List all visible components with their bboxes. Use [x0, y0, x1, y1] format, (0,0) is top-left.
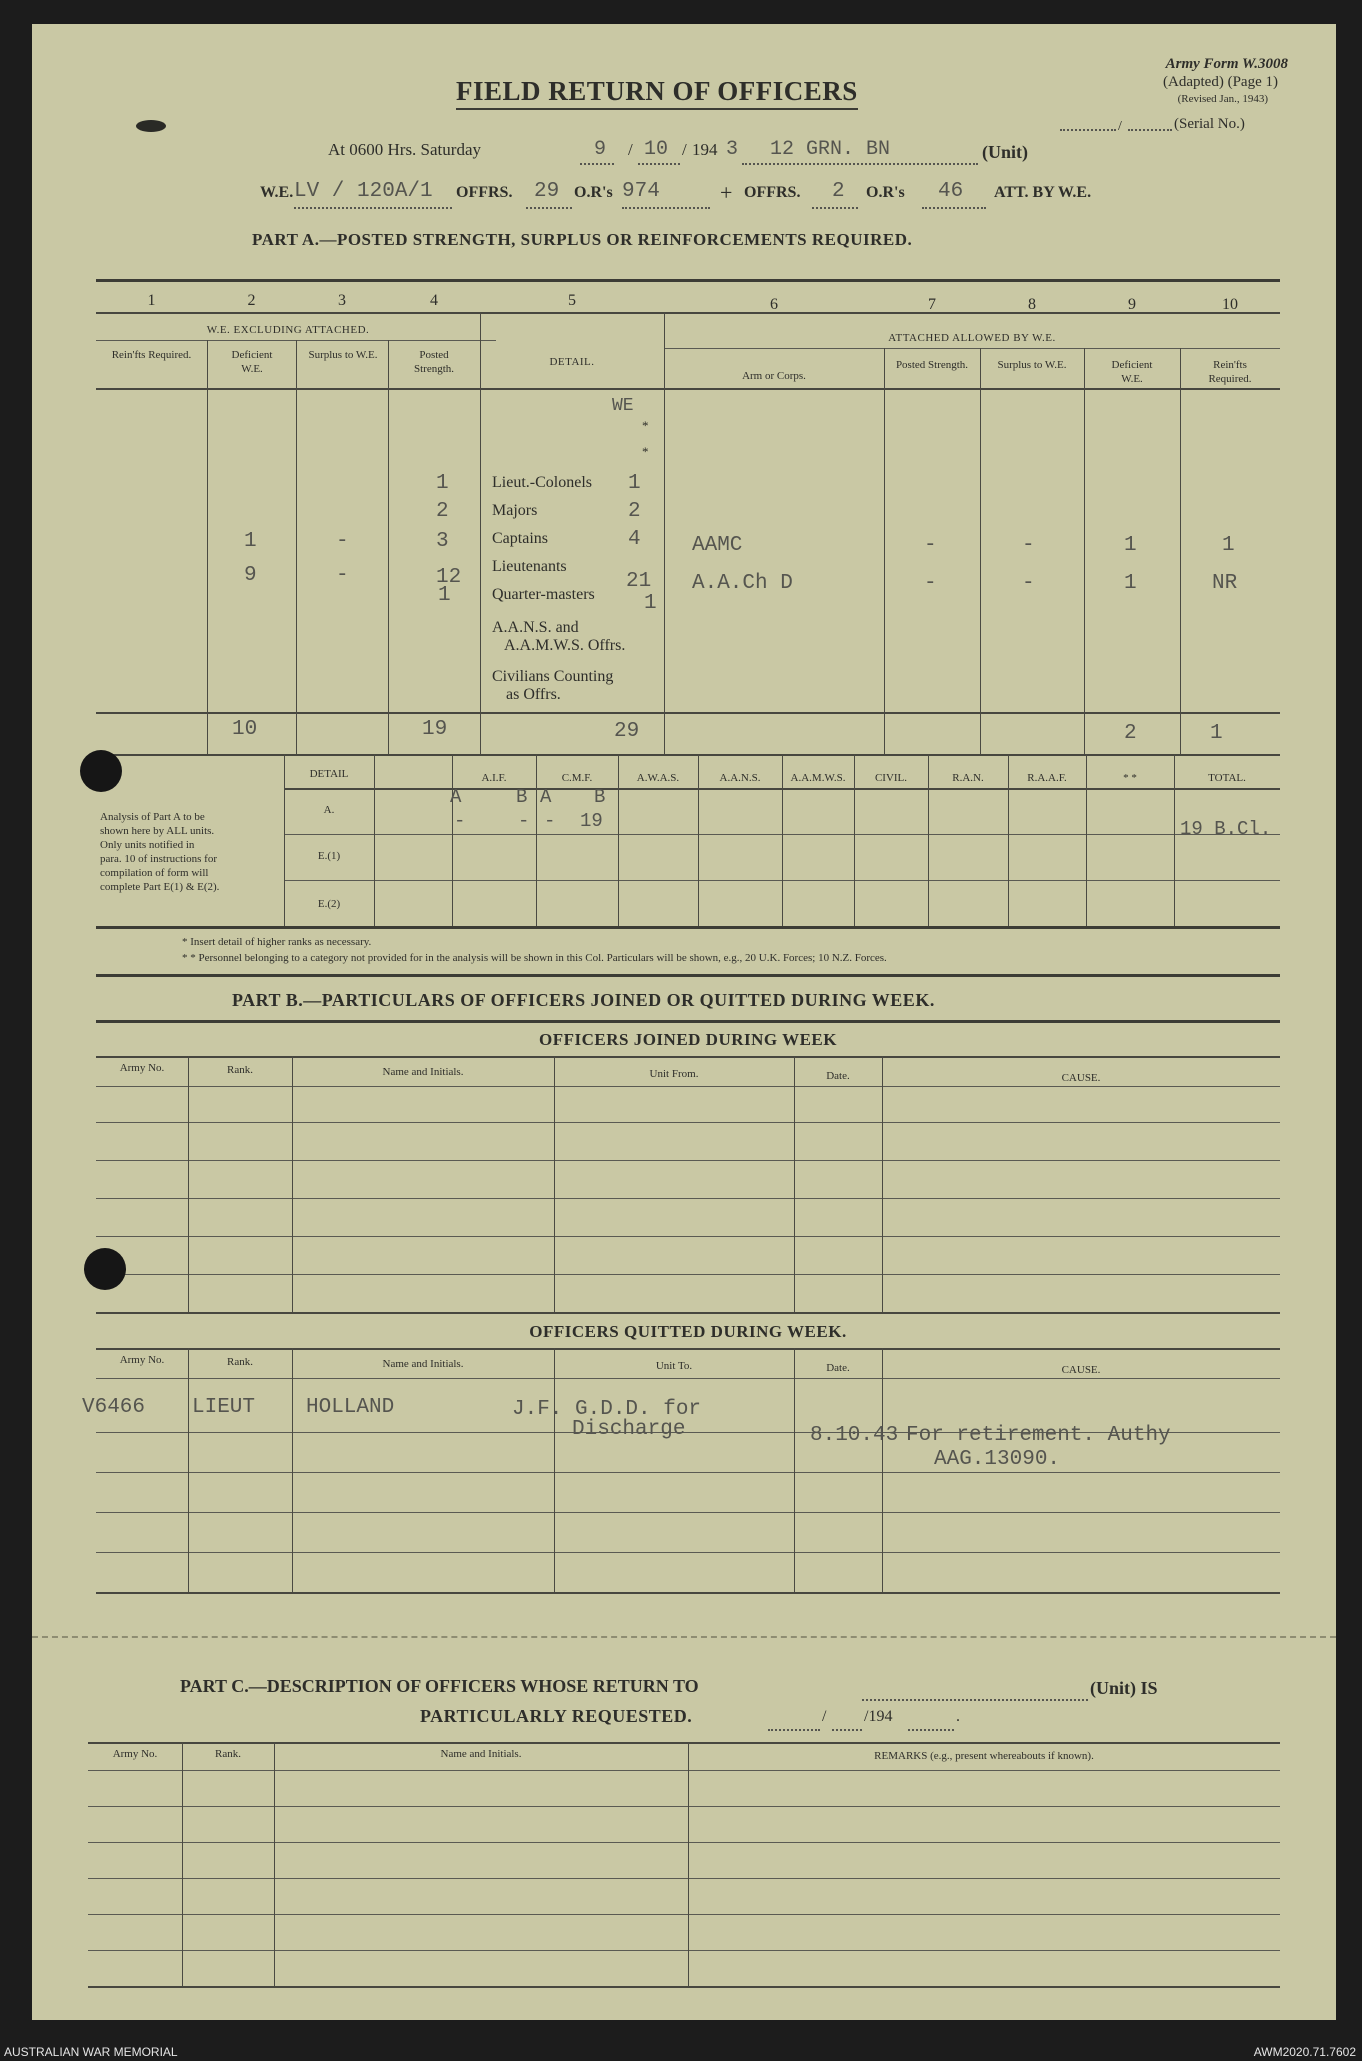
quitted-row-rule	[96, 1512, 1280, 1513]
we-label: W.E.	[260, 184, 294, 201]
we-mark: WE	[612, 396, 634, 416]
an-header: A.A.M.W.S.	[790, 772, 846, 784]
part-c-bottom-rule	[88, 1986, 1280, 1988]
star-mark: *	[642, 444, 649, 459]
an-row-label: E.(1)	[317, 850, 341, 862]
joined-header: Name and Initials.	[382, 1066, 464, 1078]
total-att-deficient: 2	[1124, 722, 1137, 745]
part-c-row-rule	[88, 1950, 1280, 1951]
header-arm-corps: Arm or Corps.	[742, 370, 806, 382]
group-right-heading: ATTACHED ALLOWED BY W.E.	[888, 332, 1056, 344]
quitted-row-rule	[96, 1552, 1280, 1553]
att-offrs-label: OFFRS.	[744, 184, 801, 201]
quitted-col-line	[188, 1348, 189, 1592]
col-number: 3	[338, 292, 346, 309]
att-reinf: 1	[1222, 534, 1235, 557]
att-offrs-dots	[812, 196, 858, 214]
month-dots	[638, 152, 680, 170]
deficient-number: 9	[244, 564, 257, 587]
cmf-b-label: B	[594, 786, 606, 808]
star-mark: *	[642, 418, 649, 433]
part-b-title-rule	[96, 1020, 1280, 1023]
joined-header: Unit From.	[649, 1068, 699, 1080]
header-att-deficient: Deficient W.E.	[1111, 359, 1153, 385]
analysis-bottom-rule	[96, 926, 1280, 929]
ors-label: O.R's	[574, 184, 613, 201]
joined-top-rule	[96, 1056, 1280, 1058]
col-number: 5	[568, 292, 576, 309]
serial-dots-1	[1060, 118, 1116, 136]
part-c-col-line	[688, 1742, 689, 1986]
we-value: LV / 120A/1	[294, 180, 433, 203]
joined-col-line	[188, 1056, 189, 1312]
we-number: 21	[626, 570, 652, 593]
surplus-dash: -	[336, 530, 349, 553]
joined-header: Army No.	[119, 1062, 165, 1074]
part-c-header: Name and Initials.	[440, 1748, 522, 1760]
posted-number: 12	[436, 566, 462, 589]
header-att-reinf: Rein'fts Required.	[1208, 359, 1252, 385]
an-header: A.W.A.S.	[636, 772, 680, 784]
att-posted: -	[924, 534, 937, 557]
an-header: CIVIL.	[874, 772, 908, 784]
an-row-label: A.	[323, 804, 335, 816]
header-deficient: Deficient W.E.	[231, 349, 273, 375]
date-slash-2: /	[682, 140, 687, 159]
punch-hole	[84, 1248, 126, 1290]
arm-corps: AAMC	[692, 534, 743, 557]
header-posted: Posted Strength.	[413, 349, 455, 375]
serial-dots-2	[1128, 118, 1172, 136]
att-ors-value: 46	[938, 180, 964, 203]
col-line	[207, 340, 208, 754]
part-c-top-rule	[88, 1742, 1280, 1744]
joined-col-line	[794, 1056, 795, 1312]
part-c-header: Army No.	[112, 1748, 158, 1760]
day-dots	[580, 152, 614, 170]
posted-number: 1	[436, 472, 449, 495]
rank-label: as Offrs.	[506, 686, 561, 703]
cmf-a-label: A	[540, 786, 552, 808]
att-ors-dots	[922, 196, 986, 214]
quitted-col-line	[794, 1348, 795, 1592]
att-deficient: 1	[1124, 534, 1137, 557]
serial-sep: /	[1118, 119, 1122, 134]
total-deficient: 10	[232, 718, 258, 741]
part-c-period: .	[956, 1708, 960, 1725]
form-ref-revised: (Revised Jan., 1943)	[1177, 93, 1268, 105]
quitted-top-rule	[96, 1348, 1280, 1350]
part-a-header-rule	[96, 388, 1280, 390]
rank-label: Civilians Counting	[492, 668, 614, 685]
joined-row-rule	[96, 1198, 1280, 1199]
posted-number: 2	[436, 500, 449, 523]
cmf-a-value: -	[544, 810, 556, 832]
date-day: 9	[594, 138, 607, 161]
part-c-row-rule	[88, 1842, 1280, 1843]
part-c-month-dots	[832, 1718, 862, 1736]
group-left-heading: W.E. EXCLUDING ATTACHED.	[206, 324, 370, 336]
part-c-unit-dots	[862, 1688, 1088, 1706]
quitted-row-rule	[96, 1378, 1280, 1379]
quitted-rank: LIEUT	[192, 1396, 256, 1419]
group-right-rule	[664, 348, 1280, 349]
col-number: 10	[1222, 296, 1238, 313]
col-line	[388, 340, 389, 754]
quitted-cause-2: AAG.13090.	[934, 1448, 1061, 1471]
col-line	[296, 340, 297, 754]
an-row-label: E.(2)	[317, 898, 341, 910]
date-month: 10	[644, 138, 669, 161]
rank-label: A.A.M.W.S. Offrs.	[504, 637, 626, 654]
an-header: R.A.N.	[952, 772, 984, 784]
an-col-line	[374, 754, 375, 926]
at-label: At 0600 Hrs. Saturday	[328, 140, 481, 159]
joined-row-rule	[96, 1086, 1280, 1087]
part-a-bottom-rule	[96, 754, 1280, 756]
rank-label: Lieut.-Colonels	[492, 474, 592, 491]
an-header: C.M.F.	[561, 772, 593, 784]
joined-row-rule	[96, 1122, 1280, 1123]
quitted-header: Army No.	[119, 1354, 165, 1366]
part-c-day-dots	[768, 1718, 820, 1736]
quitted-name: HOLLAND	[306, 1396, 395, 1419]
att-deficient: 1	[1124, 572, 1137, 595]
att-surplus: -	[1022, 572, 1035, 595]
total-a-value: 19 B.Cl.	[1180, 818, 1272, 840]
perforation-line	[32, 1636, 1336, 1638]
col-number: 1	[147, 292, 156, 309]
offrs-dots	[526, 196, 572, 214]
posted-number: 1	[438, 584, 451, 607]
att-ors-label: O.R's	[866, 184, 905, 201]
joined-row-rule	[96, 1160, 1280, 1161]
joined-bottom-rule	[96, 1312, 1280, 1314]
part-c-col-line	[182, 1742, 183, 1986]
joined-col-line	[882, 1056, 883, 1312]
part-c-row-rule	[88, 1806, 1280, 1807]
offrs-label: OFFRS.	[456, 184, 513, 201]
quitted-bottom-rule	[96, 1592, 1280, 1594]
total-att-reinf: 1	[1210, 722, 1223, 745]
quitted-title: OFFICERS QUITTED DURING WEEK.	[529, 1322, 847, 1341]
quitted-unit-to-2: Discharge	[572, 1418, 686, 1441]
arm-corps: A.A.Ch D	[692, 572, 793, 595]
att-surplus: -	[1022, 534, 1035, 557]
offrs-value: 29	[534, 180, 560, 203]
col-line	[884, 348, 885, 754]
part-c-unit-label: (Unit) IS	[1090, 1678, 1158, 1698]
att-offrs-value: 2	[832, 180, 845, 203]
total-posted: 19	[422, 718, 448, 741]
an-header: * *	[1123, 772, 1137, 784]
joined-header: Date.	[826, 1070, 850, 1082]
year-suffix: 3	[726, 138, 739, 161]
unit-dots	[742, 152, 978, 170]
part-b-title: PART B.—PARTICULARS OF OFFICERS JOINED OR QUITTED DURING WEEK.	[232, 990, 935, 1010]
part-c-header: Rank.	[215, 1748, 241, 1760]
quitted-cause: For retirement. Authy	[906, 1424, 1171, 1447]
quitted-header: Name and Initials.	[382, 1358, 464, 1370]
date-slash-1: /	[628, 140, 633, 159]
joined-col-line	[292, 1056, 293, 1312]
aif-b-value: -	[518, 810, 530, 832]
col-line	[1084, 348, 1085, 754]
an-header: DETAIL	[309, 768, 349, 780]
part-c-slash: /	[822, 1708, 827, 1725]
unit-value: 12 GRN. BN	[770, 138, 891, 161]
quitted-row-rule	[96, 1472, 1280, 1473]
cmf-b-value: 19	[580, 810, 603, 832]
header-reinf: Rein'fts Required.	[111, 349, 192, 361]
archive-ref: AWM2020.71.7602	[1253, 2045, 1356, 2059]
analysis-note: Analysis of Part A to be shown here by ALL units. Only units notified in para. 10 of instructions for compilation of form will complete Part E(1) & E(2).	[100, 811, 220, 893]
we-dots	[294, 196, 452, 214]
col-number: 9	[1128, 296, 1136, 313]
joined-header: CAUSE.	[1061, 1072, 1101, 1084]
part-c-col-line	[274, 1742, 275, 1986]
part-a-total-rule	[96, 712, 1280, 714]
aif-a-value: -	[454, 810, 466, 832]
part-a-title: PART A.—POSTED STRENGTH, SURPLUS OR REINFORCEMENTS REQUIRED.	[252, 230, 913, 249]
rank-label: A.A.N.S. and	[492, 619, 579, 636]
aif-a-label: A	[450, 786, 462, 808]
plus-sign: +	[720, 180, 733, 205]
aif-b-label: B	[516, 786, 528, 808]
rank-label: Quarter-masters	[492, 586, 595, 603]
header-att-surplus: Surplus to W.E.	[997, 359, 1067, 371]
ors-dots	[622, 196, 710, 214]
quitted-col-line	[554, 1348, 555, 1592]
rank-label: Captains	[492, 530, 548, 547]
col-number: 4	[430, 292, 438, 309]
unit-label: (Unit)	[982, 142, 1028, 162]
part-c-row-rule	[88, 1878, 1280, 1879]
form-ref-adapted: (Adapted) (Page 1)	[1163, 74, 1278, 90]
quitted-header: Rank.	[227, 1356, 253, 1368]
page-title: FIELD RETURN OF OFFICERS	[456, 76, 858, 110]
joined-row-rule	[96, 1236, 1280, 1237]
part-c-header: REMARKS (e.g., present whereabouts if known).	[874, 1750, 1094, 1762]
part-c-year-dots	[908, 1718, 954, 1736]
serial-label: (Serial No.)	[1174, 116, 1245, 132]
we-number: 1	[644, 592, 657, 615]
att-posted: -	[924, 572, 937, 595]
we-number: 2	[628, 500, 641, 523]
joined-title: OFFICERS JOINED DURING WEEK	[539, 1030, 837, 1049]
quitted-header: Date.	[826, 1362, 850, 1374]
ors-value: 974	[622, 180, 660, 203]
col-line	[480, 312, 481, 754]
part-c-title-2: PARTICULARLY REQUESTED.	[420, 1706, 693, 1726]
we-number: 4	[628, 528, 641, 551]
form-ref: Army Form W.3008	[1165, 56, 1288, 72]
year-prefix: 194	[692, 140, 718, 159]
we-number: 1	[628, 472, 641, 495]
footnote-1: * Insert detail of higher ranks as necessary.	[182, 936, 372, 948]
quitted-army-no: V6466	[82, 1396, 146, 1419]
an-header: A.I.F.	[481, 772, 507, 784]
col-number: 8	[1028, 296, 1036, 313]
punch-hole	[80, 750, 122, 792]
part-c-row-rule	[88, 1914, 1280, 1915]
archive-credit: AUSTRALIAN WAR MEMORIAL	[4, 2045, 178, 2059]
joined-row-rule	[96, 1274, 1280, 1275]
col-line	[1180, 348, 1181, 754]
quitted-header: CAUSE.	[1061, 1364, 1101, 1376]
surplus-dash: -	[336, 564, 349, 587]
ink-mark	[136, 120, 166, 132]
total-we: 29	[614, 720, 640, 743]
rank-label: Majors	[492, 502, 538, 519]
header-att-posted: Posted Strength.	[895, 359, 969, 371]
deficient-number: 1	[244, 530, 257, 553]
part-b-top-rule	[96, 974, 1280, 977]
col-number: 2	[247, 292, 256, 309]
att-label: ATT. BY W.E.	[994, 184, 1092, 201]
col-number: 6	[770, 296, 778, 313]
part-a-top-rule	[96, 279, 1280, 282]
an-header: A.A.N.S.	[719, 772, 761, 784]
quitted-date: 8.10.43	[810, 1424, 899, 1447]
quitted-unit-to: J.F. G.D.D. for	[512, 1398, 702, 1421]
rank-label: Lieutenants	[492, 558, 567, 575]
part-c-year: /194	[864, 1708, 893, 1725]
part-c-title: PART C.—DESCRIPTION OF OFFICERS WHOSE RETURN TO	[180, 1676, 699, 1696]
joined-col-line	[554, 1056, 555, 1312]
form-sheet	[32, 24, 1336, 2020]
quitted-header: Unit To.	[655, 1360, 693, 1372]
quitted-col-line	[882, 1348, 883, 1592]
joined-header: Rank.	[227, 1064, 253, 1076]
col-number: 7	[928, 296, 936, 313]
an-header: TOTAL.	[1208, 772, 1246, 784]
header-surplus: Surplus to W.E.	[308, 349, 378, 361]
quitted-col-line	[292, 1348, 293, 1592]
detail-heading: DETAIL.	[549, 356, 595, 368]
part-c-row-rule	[88, 1770, 1280, 1771]
att-reinf: NR	[1212, 572, 1238, 595]
posted-number: 3	[436, 530, 449, 553]
an-header: R.A.A.F.	[1027, 772, 1067, 784]
col-line	[980, 348, 981, 754]
footnote-2: * * Personnel belonging to a category not provided for in the analysis will be shown in this Col. Particulars will be shown, e.g., 20 U.K. Forces; 10 N.Z. Forces.	[182, 952, 887, 964]
